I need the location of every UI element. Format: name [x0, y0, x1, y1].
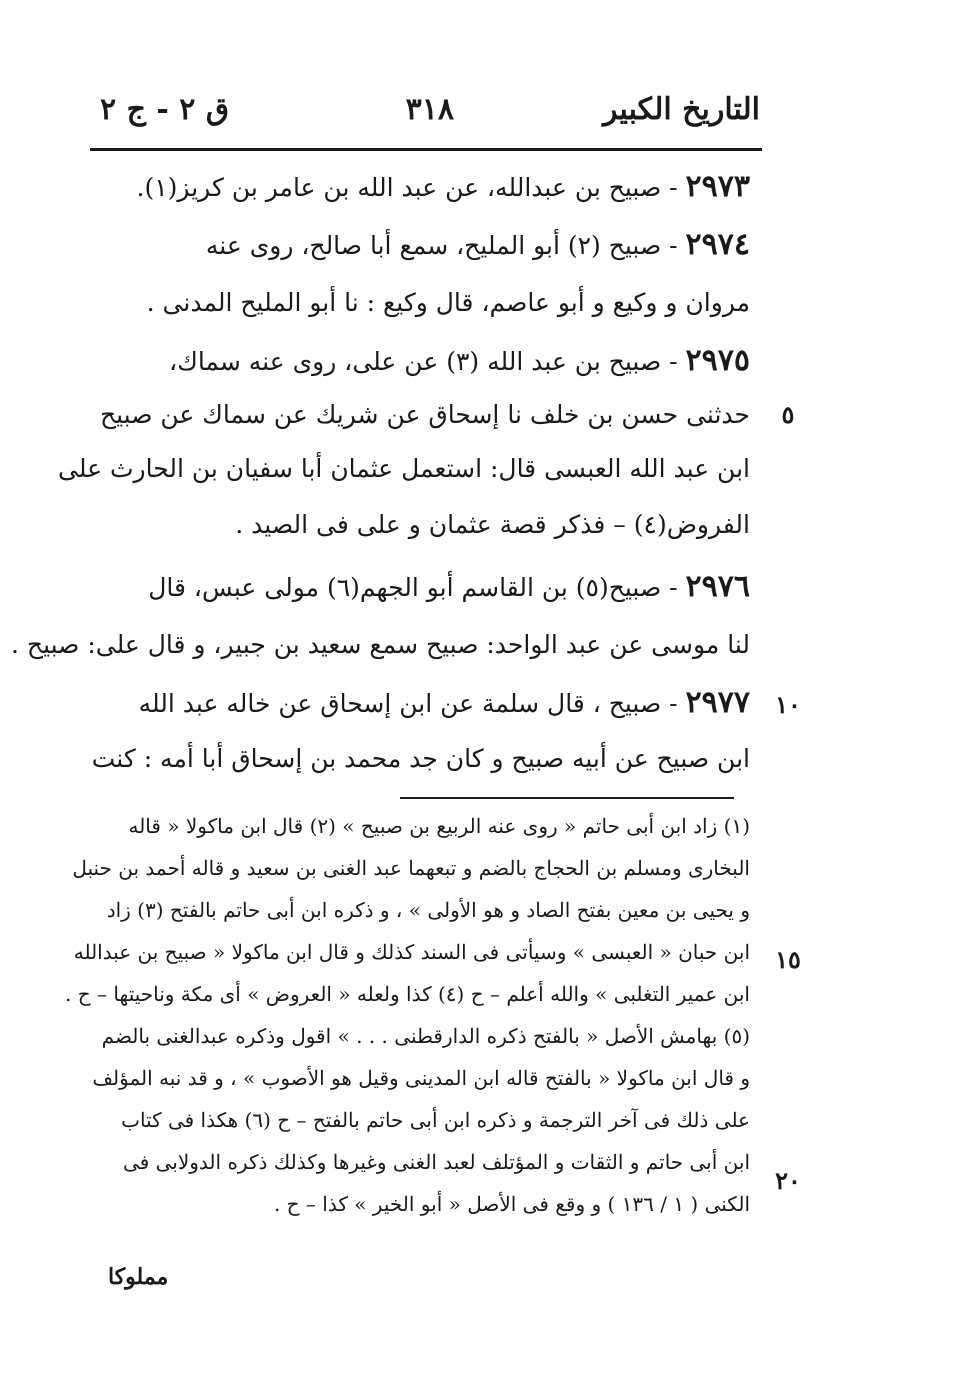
entry-number: ٢٩٧٣	[685, 169, 750, 204]
text-line	[100, 560, 750, 614]
book-title: التاريخ الكبير	[602, 92, 760, 127]
footnote-line: (١) زاد ابن أبى حاتم « روى عنه الربيع بن صبيح » (٢) قال ابن ماكولا « قاله	[128, 814, 750, 838]
text-line	[100, 276, 750, 330]
entry-number: ٢٩٧٥	[685, 343, 750, 378]
text-line	[91, 732, 750, 786]
line-number-15: ١٥	[775, 945, 801, 974]
line-text: - صبيح (٢) أبو المليح، سمع أبا صالح، روى عنه	[205, 231, 686, 260]
footnote-line: ابن حبان « العبسى » وسيأتى فى السند كذلك و قال ابن ماكولا « صبيح بن عبدالله	[73, 940, 750, 964]
line-text: - صبيح(٥) بن القاسم أبو الجهم(٦) مولى عبس، قال	[148, 573, 686, 602]
text-line	[11, 618, 750, 672]
line-text: مروان و وكيع و أبو عاصم، قال وكيع : نا أبو المليح المدنى .	[146, 288, 750, 317]
header-rule	[90, 148, 762, 151]
page-header	[100, 92, 760, 142]
line-number-20: ٢٠	[775, 1166, 801, 1195]
text-line	[100, 498, 750, 552]
line-text: لنا موسى عن عبد الواحد: صبيح سمع سعيد بن جبير، و قال على: صبيح .	[11, 630, 750, 659]
footnote-line: (٥) بهامش الأصل « بالفتح ذكره الدارقطنى . . . » اقول وذكره عبدالغنى بالضم	[101, 1024, 750, 1048]
text-line	[100, 218, 750, 272]
footnote-line: ابن أبى حاتم و الثقات و المؤتلف لعبد الغنى وغيرها وكذلك ذكره الدولابى فى	[123, 1150, 750, 1174]
text-line	[100, 334, 750, 388]
line-text: ابن عبد الله العبسى قال: استعمل عثمان أبا سفيان بن الحارث على	[58, 454, 750, 483]
entry-number: ٢٩٧٧	[685, 685, 750, 720]
entry-number: ٢٩٧٤	[685, 227, 750, 262]
footnote-line: على ذلك فى آخر الترجمة و ذكره ابن أبى حاتم بالفتح – ح (٦) هكذا فى كتاب	[121, 1108, 750, 1132]
entry-number: ٢٩٧٦	[685, 569, 750, 604]
line-number-10: ١٠	[775, 690, 801, 719]
text-line	[58, 442, 750, 496]
footnote-rule	[400, 797, 734, 799]
footnote-line: و يحيى بن معين بفتح الصاد و هو الأولى » ، و ذكره ابن أبى حاتم بالفتح (٣) زاد	[106, 898, 750, 922]
footnote-line: ابن عمير التغلبى » والله أعلم – ح (٤) كذا ولعله « العروض » أى مكة وناحيتها – ح .	[65, 982, 750, 1006]
volume-label: ق ٢ - ج ٢	[100, 92, 230, 127]
text-line	[100, 388, 750, 442]
line-text: - صبيح بن عبد الله (٣) عن على، روى عنه سماك،	[169, 347, 686, 376]
line-text: الفروض(٤) – فذكر قصة عثمان و على فى الصيد .	[235, 510, 750, 539]
line-text: - صبيح ، قال سلمة عن ابن إسحاق عن خاله عبد الله	[138, 689, 686, 718]
footnote-line: و قال ابن ماكولا « بالفتح قاله ابن المدينى وقيل هو الأصوب » ، و قد نبه المؤلف	[92, 1066, 750, 1090]
text-line	[100, 676, 750, 730]
footnote-line: الكنى ( ١ / ١٣٦ ) و وقع فى الأصل « أبو الخير » كذا – ح .	[273, 1192, 750, 1216]
line-text: حدثنى حسن بن خلف نا إسحاق عن شريك عن سماك عن صبيح	[99, 400, 750, 429]
line-text: ابن صبيح عن أبيه صبيح و كان جد محمد بن إسحاق أبا أمه : كنت	[91, 744, 750, 773]
page-number: ٣١٨	[405, 92, 454, 127]
line-number-5: ٥	[781, 400, 795, 429]
text-line	[100, 160, 750, 214]
catchword: مملوكا	[108, 1264, 169, 1290]
line-text: - صبيح بن عبدالله، عن عبد الله بن عامر بن كريز(١).	[136, 173, 686, 202]
footnote-line: البخارى ومسلم بن الحجاج بالضم و تبعهما عبد الغنى بن سعيد و قاله أحمد بن حنبل	[72, 856, 750, 880]
